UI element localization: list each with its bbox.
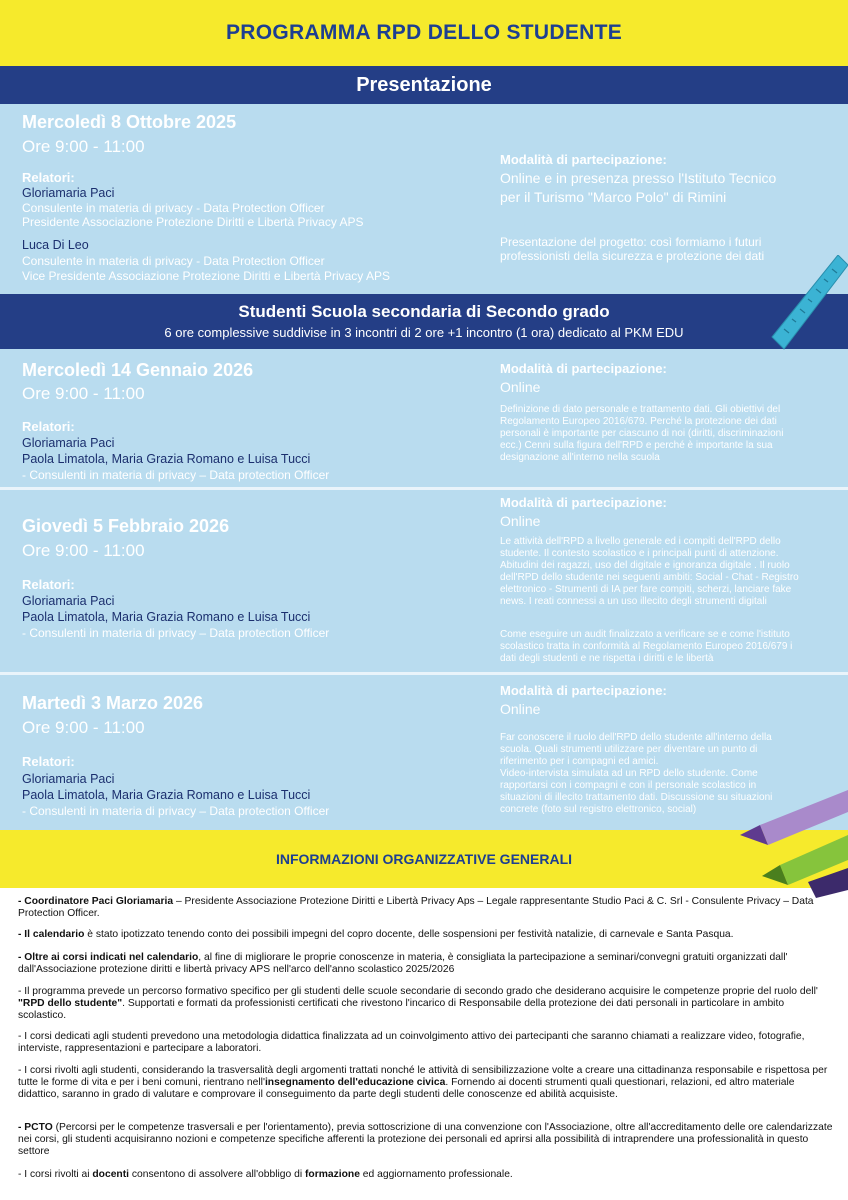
info-paragraph: - Coordinatore Paci Gloriamaria – Presidente Associazione Protezione Diritti e Libertà Privacy Aps – Legale rappresentante Studio Paci & C. Srl - Consulente Privacy – Data Protection Officer.	[18, 896, 814, 919]
modalita-value: Online	[500, 379, 541, 395]
divider	[0, 672, 848, 675]
session-description: Le attività dell'RPD a livello generale ed i compiti dell'RPD dello studente. Il contesto scolastico e i principali punti di attenzione. Abitudini dei ragazzi, uso del digitale e ignoranza digitale . Il ruolo dell'RPD dello studente nei seguenti ambiti: Social - Chat - Registro elettronico - Strumenti di IA per fare compiti, scherzi, lanciare fake news. I reati connessi a un uso illecito degli strumenti digitali	[500, 536, 799, 607]
relatori-label: Relatori:	[22, 577, 75, 592]
info-paragraph: - I corsi rivolti agli studenti, considerando la trasversalità degli argomenti trattati nonché le attività di sensibilizzazione volte a creare una cittadinanza responsabile e rispettosa per tutte le forme di vita e per i beni comuni, rientrano nell'insegnamento dell'educazione civica. Fornendo ai docenti strumenti quali questionari, relazioni, ed altro materiale didattico, saranno in grado di valutare e comprovare il conseguimento da parte degli studenti delle conoscenze ed abilità acquisiste.	[18, 1065, 828, 1100]
info-paragraph: - Oltre ai corsi indicati nel calendario, al fine di migliorare le proprie conoscenze in materia, è consigliata la partecipazione a seminari/convegni gratuiti organizzati dall' dall'Associazione protezione diritti e libertà privacy APS nell'arco dell'anno scolastico 2025/2026	[18, 952, 788, 975]
session-date: Martedì 3 Marzo 2026	[22, 693, 204, 713]
session-description: Come eseguire un audit finalizzato a verificare se e come l'istituto scolastico tratta in conformità al Regolamento Europeo 2016/679 i dati degli studenti e ne rispetta i diritti e le libertà	[500, 629, 793, 664]
speaker-role: - Consulenti in materia di privacy – Data protection Officer	[22, 626, 330, 640]
session-time: Ore 9:00 - 11:00	[22, 718, 145, 737]
modalita-value: Online	[500, 701, 541, 717]
info-title: INFORMAZIONI ORGANIZZATIVE GENERALI	[275, 851, 573, 867]
session-time: Ore 9:00 - 11:00	[22, 137, 145, 156]
session-description: Far conoscere il ruolo dell'RPD dello studente all'interno della scuola. Quali strumenti utilizzare per diventare un punto di riferimento per i compagni ed amici.	[500, 732, 772, 767]
session-date: Giovedì 5 Febbraio 2026	[22, 516, 230, 536]
modalita-value: per il Turismo "Marco Polo" di Rimini	[500, 189, 727, 205]
speaker-name: Gloriamaria Paci	[22, 186, 115, 200]
relatori-label: Relatori:	[22, 170, 75, 185]
session-date: Mercoledì 8 Ottobre 2025	[22, 112, 237, 132]
speaker-role: Consulente in materia di privacy - Data Protection Officer	[22, 201, 325, 215]
session-description: Video-intervista simulata ad un RPD dello studente. Come rapportarsi con i compagni e con il personale scolastico in situazioni di illecito trattamento dati. Discussione su situazioni concrete (foto sul registro elettronico, social)	[500, 768, 773, 815]
info-paragraph: - PCTO (Percorsi per le competenze trasversali e per l'orientamento), previa sottoscrizione di una convenzione con l'Associazione, oltre all'accreditamento delle ore calendarizzate nei corsi, gli studenti acquisiranno nozioni e competenze specifiche afferenti la protezione dei personali ed aprirsi alla possibilità di intraprendere una professionalità in questo settore	[18, 1122, 833, 1157]
speaker-name: Paola Limatola, Maria Grazia Romano e Luisa Tucci	[22, 452, 311, 466]
session-description: Definizione di dato personale e trattamento dati. Gli obiettivi del Regolamento Europeo 2016/679. Perché la protezione dei dati personali è importante per ciascuno di noi (diritti, discriminazioni ecc.) Cenni sulla figura dell'RPD e perché è importante la sua designazione all'interno nella scuola	[500, 404, 784, 463]
presentazione-banner: Presentazione	[0, 66, 848, 104]
modalita-label: Modalità di partecipazione:	[500, 495, 667, 510]
divider	[0, 487, 848, 490]
modalita-label: Modalità di partecipazione:	[500, 683, 667, 698]
session-description: professionisti della sicurezza e protezione dei dati	[500, 249, 765, 263]
session-time: Ore 9:00 - 11:00	[22, 541, 145, 560]
speaker-name: Luca Di Leo	[22, 238, 89, 252]
studenti-title: Studenti Scuola secondaria di Secondo grado	[238, 302, 610, 321]
speaker-name: Gloriamaria Paci	[22, 594, 115, 608]
speaker-role: Vice Presidente Associazione Protezione Diritti e Libertà Privacy APS	[22, 269, 390, 283]
ruler-decoration	[760, 255, 848, 355]
session-time: Ore 9:00 - 11:00	[22, 384, 145, 403]
info-paragraph: - Il programma prevede un percorso formativo specifico per gli studenti delle scuole secondarie di secondo grado che desiderano acquisire le competenze proprie del ruolo dell' "RPD dello studente". Supportati e formati da professionisti certificati che rivestono l'incarico di Responsabile della protezione dei dati personali in particolare in ambito scolastico.	[18, 986, 818, 1021]
speaker-name: Paola Limatola, Maria Grazia Romano e Luisa Tucci	[22, 788, 311, 802]
studenti-subtitle: 6 ore complessive suddivise in 3 incontri di 2 ore +1 incontro (1 ora) dedicato al PKM EDU	[164, 325, 684, 340]
relatori-label: Relatori:	[22, 419, 75, 434]
relatori-label: Relatori:	[22, 754, 75, 769]
speaker-name: Gloriamaria Paci	[22, 772, 115, 786]
speaker-name: Paola Limatola, Maria Grazia Romano e Luisa Tucci	[22, 610, 311, 624]
speaker-role: - Consulenti in materia di privacy – Data protection Officer	[22, 804, 330, 818]
session-date: Mercoledì 14 Gennaio 2026	[22, 360, 254, 380]
speaker-name: Gloriamaria Paci	[22, 436, 115, 450]
modalita-value: Online e in presenza presso l'Istituto Tecnico	[500, 170, 777, 186]
info-paragraph: - Il calendario è stato ipotizzato tenendo conto dei possibili impegni del copro docente, delle sospensioni per festività natalizie, di carnevale e Santa Pasqua.	[18, 929, 734, 940]
info-paragraph: - I corsi rivolti ai docenti consentono di assolvere all'obbligo di formazione ed aggiornamento professionale.	[18, 1169, 513, 1180]
studenti-banner	[0, 294, 848, 349]
info-paragraph: - I corsi dedicati agli studenti prevedono una metodologia didattica finalizzata ad un coinvolgimento attivo dei partecipanti che saranno chiamati a realizzare video, fotografie, interviste, rappresentazioni e partecipare a laboratori.	[18, 1031, 805, 1054]
speaker-role: Consulente in materia di privacy - Data Protection Officer	[22, 254, 325, 268]
modalita-value: Online	[500, 513, 541, 529]
session-description: Presentazione del progetto: così formiamo i futuri	[500, 235, 762, 249]
speaker-role: - Consulenti in materia di privacy – Data protection Officer	[22, 468, 330, 482]
page-title: PROGRAMMA RPD DELLO STUDENTE	[0, 0, 848, 66]
speaker-role: Presidente Associazione Protezione Diritti e Libertà Privacy APS	[22, 215, 364, 229]
modalita-label: Modalità di partecipazione:	[500, 361, 667, 376]
crayons-decoration	[730, 790, 848, 900]
modalita-label: Modalità di partecipazione:	[500, 152, 667, 167]
